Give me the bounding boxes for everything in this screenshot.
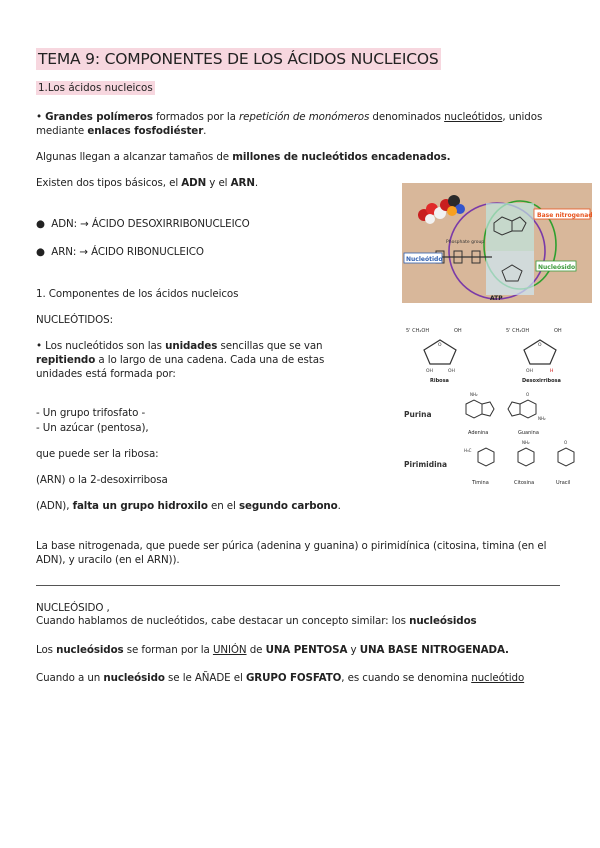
- bullet-icon: ●: [36, 246, 45, 258]
- text-adn: (ADN), falta un grupo hidroxilo en el segundo carbono.: [36, 500, 341, 512]
- guanina-label: Guanina: [518, 430, 539, 436]
- desoxirribosa-label: Desoxirribosa: [522, 378, 561, 384]
- guanina-structure-icon: [508, 392, 546, 436]
- svg-text:NH₂: NH₂: [470, 392, 478, 397]
- pirimidina-label: Pirimidina: [404, 460, 448, 469]
- ribosa-structure-icon: [406, 328, 462, 384]
- paragraph-unidades: • Los nucleótidos son las unidades sencillas que se van: [36, 340, 323, 352]
- adenina-label: Adenina: [468, 430, 489, 436]
- paragraph-base-2: ADN), y uracilo (en el ARN)).: [36, 554, 180, 566]
- svg-text:NH₂: NH₂: [538, 416, 546, 421]
- sugars-figure: [402, 322, 592, 384]
- svg-text:H: H: [550, 369, 554, 374]
- timina-label: Timina: [472, 480, 489, 486]
- svg-text:O: O: [538, 343, 542, 348]
- svg-text:O: O: [526, 392, 530, 397]
- svg-text:NH₂: NH₂: [522, 440, 530, 445]
- page-title: TEMA 9: COMPONENTES DE LOS ÁCIDOS NUCLEICOS: [38, 50, 439, 68]
- paragraph-polimeros-cont: mediante enlaces fosfodiéster.: [36, 125, 207, 137]
- atp-figure: [402, 183, 592, 303]
- paragraph-tipos: Existen dos tipos básicos, el ADN y el ARN.: [36, 177, 259, 189]
- bullet-icon: ●: [36, 218, 45, 230]
- list-item-arn: ● ARN: → ÁCIDO RIBONUCLEICO: [36, 246, 204, 258]
- purina-label: Purina: [404, 410, 432, 419]
- paragraph-polimeros: • Grandes polímeros formados por la repetición de monómeros denominados nucleótidos, unidos: [36, 111, 543, 123]
- timina-structure-icon: [464, 448, 494, 486]
- uracil-structure-icon: [556, 440, 574, 486]
- divider: [36, 585, 560, 586]
- paragraph-fosfato: Cuando a un nucleósido se le AÑADE el GRUPO FOSFATO, es cuando se denomina nucleótido: [36, 672, 525, 684]
- section-heading-componentes: 1. Componentes de los ácidos nucleicos: [36, 288, 239, 300]
- desoxirribosa-structure-icon: [506, 328, 562, 384]
- list-item-adn: ● ADN: → ÁCIDO DESOXIRRIBONUCLEICO: [36, 218, 250, 230]
- svg-text:O: O: [564, 440, 568, 445]
- text-ribosa: que puede ser la ribosa:: [36, 448, 159, 460]
- base-nitrogenada-label: Base nitrogenada: [537, 212, 592, 219]
- phosphate-label: Phosphate group: [446, 240, 485, 245]
- citosina-label: Citosina: [514, 480, 535, 486]
- uracil-label: Uracil: [556, 480, 571, 486]
- paragraph-unidades-2: repitiendo a lo largo de una cadena. Cada una de estas: [36, 354, 325, 366]
- nucleosido-label: Nucleósido: [538, 264, 576, 271]
- svg-text:O: O: [438, 343, 442, 348]
- heading-nucleosido: NUCLEÓSIDO ,: [36, 602, 110, 614]
- svg-text:OH: OH: [554, 328, 562, 334]
- component-trifosfato: - Un grupo trifosfato -: [36, 407, 146, 419]
- svg-text:OH: OH: [426, 369, 433, 374]
- atp-caption: ATP: [490, 295, 503, 302]
- paragraph-millones: Algunas llegan a alcanzar tamaños de millones de nucleótidos encadenados.: [36, 151, 451, 163]
- heading-nucleotidos: NUCLEÓTIDOS:: [36, 314, 113, 326]
- ribosa-label: Ribosa: [430, 378, 449, 384]
- svg-text:5' CH₂OH: 5' CH₂OH: [506, 328, 530, 334]
- adenina-structure-icon: [466, 392, 494, 436]
- nucleotido-label: Nucleótido: [406, 256, 443, 263]
- citosina-structure-icon: [514, 440, 534, 486]
- svg-text:OH: OH: [526, 369, 533, 374]
- paragraph-base-1: La base nitrogenada, que puede ser púrica (adenina y guanina) o pirimidínica (citosina, timina (en el: [36, 540, 547, 552]
- text-arn: (ARN) o la 2-desoxirribosa: [36, 474, 168, 486]
- section-heading-acidos: 1.Los ácidos nucleicos: [38, 82, 153, 94]
- svg-text:OH: OH: [454, 328, 462, 334]
- svg-text:H₃C: H₃C: [464, 448, 472, 453]
- molecule-model-icon: [418, 195, 465, 224]
- bases-figure: [402, 390, 592, 490]
- component-azucar: - Un azúcar (pentosa),: [36, 422, 149, 434]
- paragraph-unidades-3: unidades está formada por:: [36, 368, 176, 380]
- svg-text:OH: OH: [448, 369, 455, 374]
- paragraph-nucleosidos: Cuando hablamos de nucleótidos, cabe destacar un concepto similar: los nucleósidos: [36, 615, 477, 627]
- svg-text:5' CH₂OH: 5' CH₂OH: [406, 328, 430, 334]
- paragraph-union: Los nucleósidos se forman por la UNIÓN de UNA PENTOSA y UNA BASE NITROGENADA.: [36, 644, 509, 656]
